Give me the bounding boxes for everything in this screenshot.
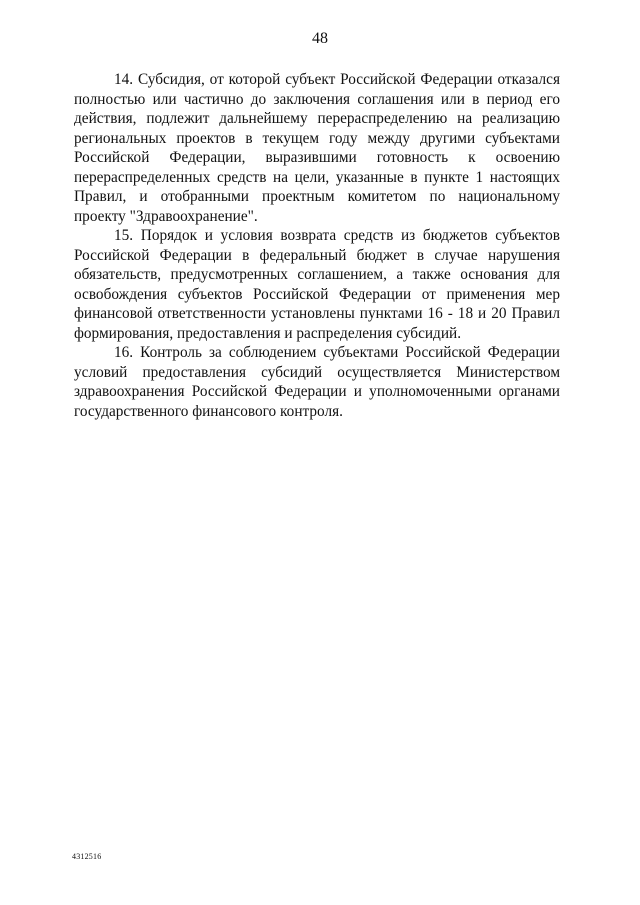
document-body [74,70,560,421]
paragraph-16: 16. Контроль за соблюдением субъектами Российской Федерации условий предоставления субсидий осуществляется Министерством здравоохранения Российской Федерации и уполномоченными органами государственного финансового контроля. [74,344,560,420]
paragraph-14: 14. Субсидия, от которой субъект Российской Федерации отказался полностью или частично до заключения соглашения или в период его действия, подлежит дальнейшему перераспределению на реализацию региональных проектов в текущем году между другими субъектами Российской Федерации, выразившими готовность к освоению перераспределенных средств на цели, указанные в пункте 1 настоящих Правил, и отобранными проектным комитетом по национальному проекту "Здравоохранение". [74,71,560,225]
document-code: 4312516 [72,852,102,861]
paragraph-15: 15. Порядок и условия возврата средств из бюджетов субъектов Российской Федерации в федеральный бюджет в случае нарушения обязательств, предусмотренных соглашением, а также основания для освобождения субъектов Российской Федерации от применения мер финансовой ответственности установлены пунктами 16 - 18 и 20 Правил формирования, предоставления и распределения субсидий. [74,227,560,342]
page-number: 48 [312,30,328,47]
